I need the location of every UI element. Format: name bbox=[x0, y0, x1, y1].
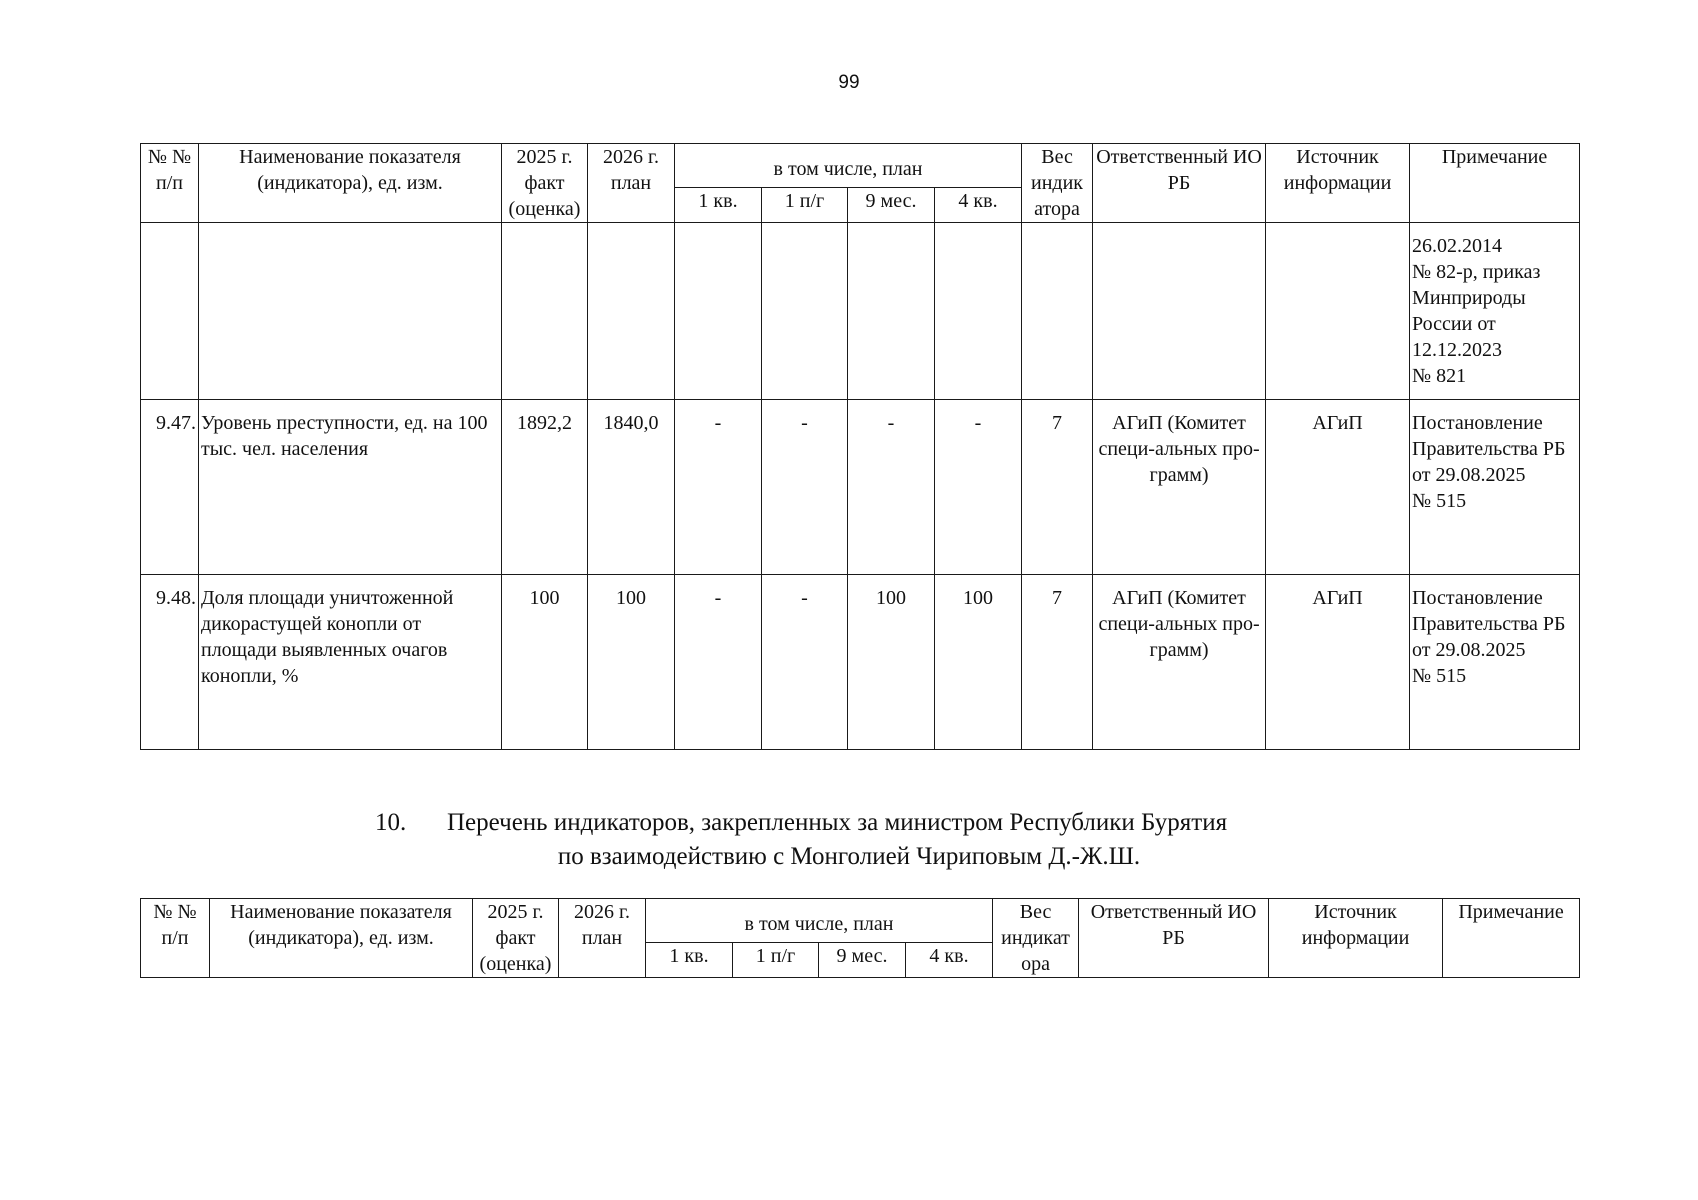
row-q4: - bbox=[935, 400, 1022, 575]
col-header-q1: 1 кв. bbox=[675, 187, 762, 222]
row-fact-2025 bbox=[502, 223, 588, 400]
col-header-9-months: 9 мес. bbox=[848, 187, 935, 222]
row-h1: - bbox=[762, 400, 848, 575]
col-header-plan-2026: 2026 г. план bbox=[588, 144, 675, 223]
row-note: Постановление Правительства РБ от 29.08.2025 № 515 bbox=[1410, 575, 1580, 750]
row-plan-2026: 1840,0 bbox=[588, 400, 675, 575]
row-responsible: АГиП (Комитет специ-альных про-грамм) bbox=[1093, 575, 1266, 750]
col-header-num: № № п/п bbox=[141, 899, 210, 978]
col-header-name: Наименование показателя (индикатора), ед. изм. bbox=[199, 144, 502, 223]
section-title-line-2: по взаимодействию с Монголией Чириповым Д.-Ж.Ш. bbox=[557, 843, 1141, 870]
row-source: АГиП bbox=[1266, 400, 1410, 575]
col-header-source: Источник информации bbox=[1269, 899, 1443, 978]
indicators-table-section-10 bbox=[140, 898, 1580, 978]
row-q4: 100 bbox=[935, 575, 1022, 750]
col-header-fact-2025: 2025 г. факт (оценка) bbox=[502, 144, 588, 223]
row-name: Доля площади уничтоженной дикорастущей конопли от площади выявленных очагов конопли, % bbox=[199, 575, 502, 750]
col-header-name: Наименование показателя (индикатора), ед. изм. bbox=[210, 899, 473, 978]
row-weight: 7 bbox=[1022, 575, 1093, 750]
row-note: Постановление Правительства РБ от 29.08.2025 № 515 bbox=[1410, 400, 1580, 575]
row-num: 9.47. bbox=[141, 400, 199, 575]
col-header-num: № № п/п bbox=[141, 144, 199, 223]
row-q1: - bbox=[675, 575, 762, 750]
col-header-responsible: Ответственный ИО РБ bbox=[1079, 899, 1269, 978]
section-number: 10. bbox=[375, 809, 407, 836]
col-header-source: Источник информации bbox=[1266, 144, 1410, 223]
row-h1 bbox=[762, 223, 848, 400]
col-header-q1: 1 кв. bbox=[646, 942, 733, 977]
indicators-table-section-9 bbox=[140, 143, 1580, 750]
row-fact-2025: 1892,2 bbox=[502, 400, 588, 575]
table-row bbox=[141, 400, 1580, 575]
row-h1: - bbox=[762, 575, 848, 750]
row-9-months: 100 bbox=[848, 575, 935, 750]
col-header-q4: 4 кв. bbox=[906, 942, 993, 977]
row-name bbox=[199, 223, 502, 400]
page-number: 99 bbox=[838, 72, 860, 93]
row-num bbox=[141, 223, 199, 400]
col-header-h1: 1 п/г bbox=[733, 942, 819, 977]
row-plan-2026 bbox=[588, 223, 675, 400]
row-q4 bbox=[935, 223, 1022, 400]
row-q1 bbox=[675, 223, 762, 400]
row-9-months bbox=[848, 223, 935, 400]
row-q1: - bbox=[675, 400, 762, 575]
col-header-responsible: Ответственный ИО РБ bbox=[1093, 144, 1266, 223]
col-header-9-months: 9 мес. bbox=[819, 942, 906, 977]
col-header-note: Примечание bbox=[1443, 899, 1580, 978]
col-header-plan-2026: 2026 г. план bbox=[559, 899, 646, 978]
row-responsible bbox=[1093, 223, 1266, 400]
col-header-q4: 4 кв. bbox=[935, 187, 1022, 222]
section-title-line-1: Перечень индикаторов, закрепленных за министром Республики Бурятия bbox=[447, 809, 1228, 836]
col-header-including-plan: в том числе, план bbox=[646, 899, 993, 943]
row-name: Уровень преступности, ед. на 100 тыс. чел. населения bbox=[199, 400, 502, 575]
row-note: 26.02.2014 № 82-р, приказ Минприроды России от 12.12.2023 № 821 bbox=[1410, 223, 1580, 400]
row-weight bbox=[1022, 223, 1093, 400]
row-9-months: - bbox=[848, 400, 935, 575]
row-source bbox=[1266, 223, 1410, 400]
col-header-weight: Вес индик атора bbox=[1022, 144, 1093, 223]
col-header-weight: Вес индикат ора bbox=[993, 899, 1079, 978]
col-header-including-plan: в том числе, план bbox=[675, 144, 1022, 188]
row-responsible: АГиП (Комитет специ-альных про-грамм) bbox=[1093, 400, 1266, 575]
col-header-note: Примечание bbox=[1410, 144, 1580, 223]
row-source: АГиП bbox=[1266, 575, 1410, 750]
row-fact-2025: 100 bbox=[502, 575, 588, 750]
row-plan-2026: 100 bbox=[588, 575, 675, 750]
col-header-fact-2025: 2025 г. факт (оценка) bbox=[473, 899, 559, 978]
row-weight: 7 bbox=[1022, 400, 1093, 575]
col-header-h1: 1 п/г bbox=[762, 187, 848, 222]
table-row bbox=[141, 223, 1580, 400]
row-num: 9.48. bbox=[141, 575, 199, 750]
table-row bbox=[141, 575, 1580, 750]
